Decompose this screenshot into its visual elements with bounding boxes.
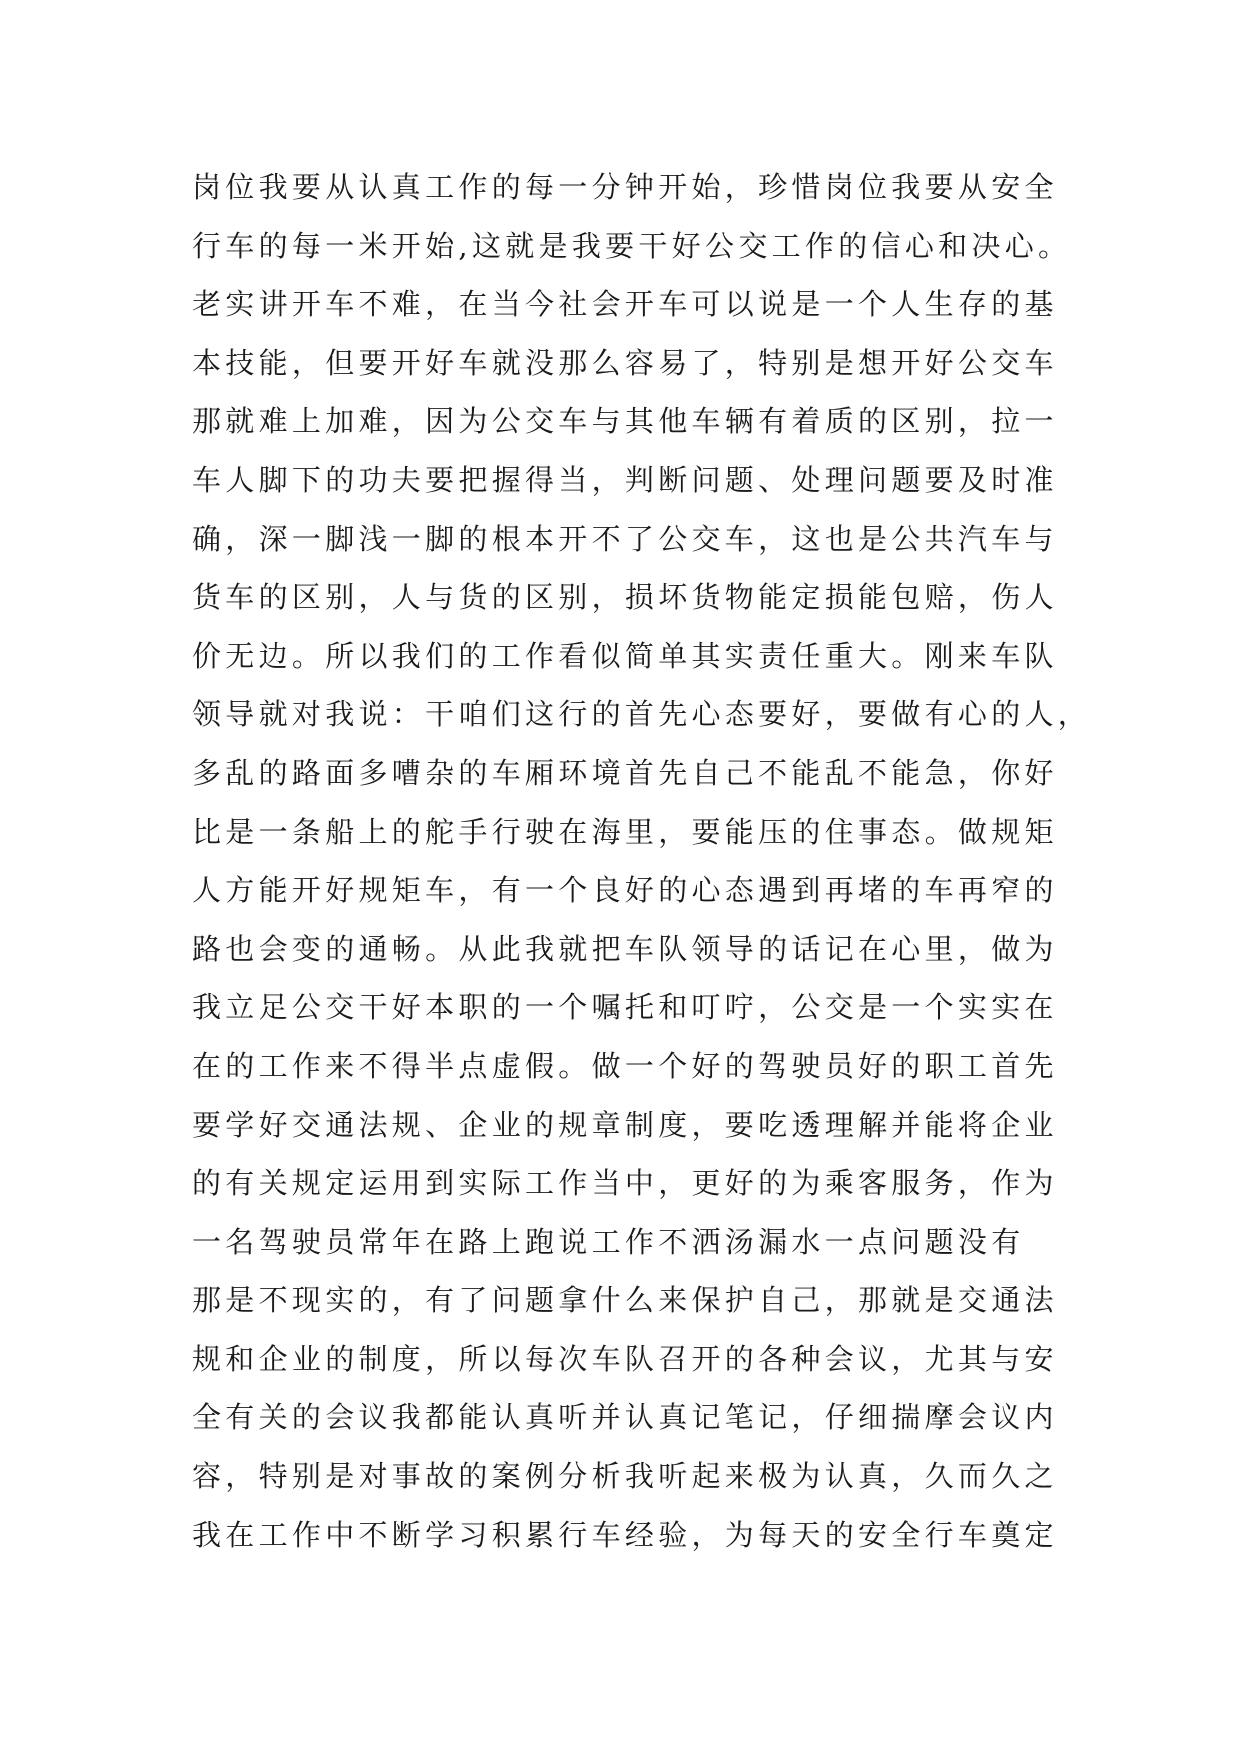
text-line: 多乱的路面多嘈杂的车厢环境首先自己不能乱不能急，你好 [192, 755, 1058, 790]
text-line: 我立足公交干好本职的一个嘱托和叮咛，公交是一个实实在 [192, 990, 1058, 1025]
text-line: 规和企业的制度，所以每次车队召开的各种会议，尤其与安 [192, 1341, 1058, 1376]
text-line: 全有关的会议我都能认真听并认真记笔记，仔细揣摩会议内 [192, 1400, 1058, 1435]
text-line: 那就难上加难，因为公交车与其他车辆有着质的区别，拉一 [192, 404, 1058, 439]
text-line: 一名驾驶员常年在路上跑说工作不洒汤漏水一点问题没有 [192, 1224, 1025, 1259]
text-line: 路也会变的通畅。从此我就把车队领导的话记在心里，做为 [192, 931, 1058, 966]
text-line: 货车的区别，人与货的区别，损坏货物能定损能包赔，伤人 [192, 580, 1058, 615]
text-line: 车人脚下的功夫要把握得当，判断问题、处理问题要及时准 [192, 462, 1058, 497]
text-line: 要学好交通法规、企业的规章制度，要吃透理解并能将企业 [192, 1107, 1058, 1142]
text-line: 本技能，但要开好车就没那么容易了，特别是想开好公交车 [192, 345, 1058, 380]
text-line: 老实讲开车不难，在当今社会开车可以说是一个人生存的基 [192, 287, 1058, 322]
text-line: 我在工作中不断学习积累行车经验，为每天的安全行车奠定 [192, 1517, 1058, 1552]
text-line: 确，深一脚浅一脚的根本开不了公交车，这也是公共汽车与 [192, 521, 1058, 556]
text-line: 行车的每一米开始,这就是我要干好公交工作的信心和决心。 [192, 228, 1072, 263]
text-line: 价无边。所以我们的工作看似简单其实责任重大。刚来车队 [192, 638, 1058, 673]
text-line: 的有关规定运用到实际工作当中，更好的为乘客服务，作为 [192, 1166, 1058, 1201]
text-line: 领导就对我说：干咱们这行的首先心态要好，要做有心的人， [192, 697, 1092, 732]
text-line: 那是不现实的，有了问题拿什么来保护自己，那就是交通法 [192, 1283, 1058, 1318]
text-line: 在的工作来不得半点虚假。做一个好的驾驶员好的职工首先 [192, 1048, 1058, 1083]
body-text [192, 158, 1092, 1564]
text-line: 容，特别是对事故的案例分析我听起来极为认真，久而久之 [192, 1459, 1058, 1494]
text-line: 人方能开好规矩车，有一个良好的心态遇到再堵的车再窄的 [192, 873, 1058, 908]
text-line: 比是一条船上的舵手行驶在海里，要能压的住事态。做规矩 [192, 814, 1058, 849]
text-line: 岗位我要从认真工作的每一分钟开始，珍惜岗位我要从安全 [192, 170, 1058, 204]
